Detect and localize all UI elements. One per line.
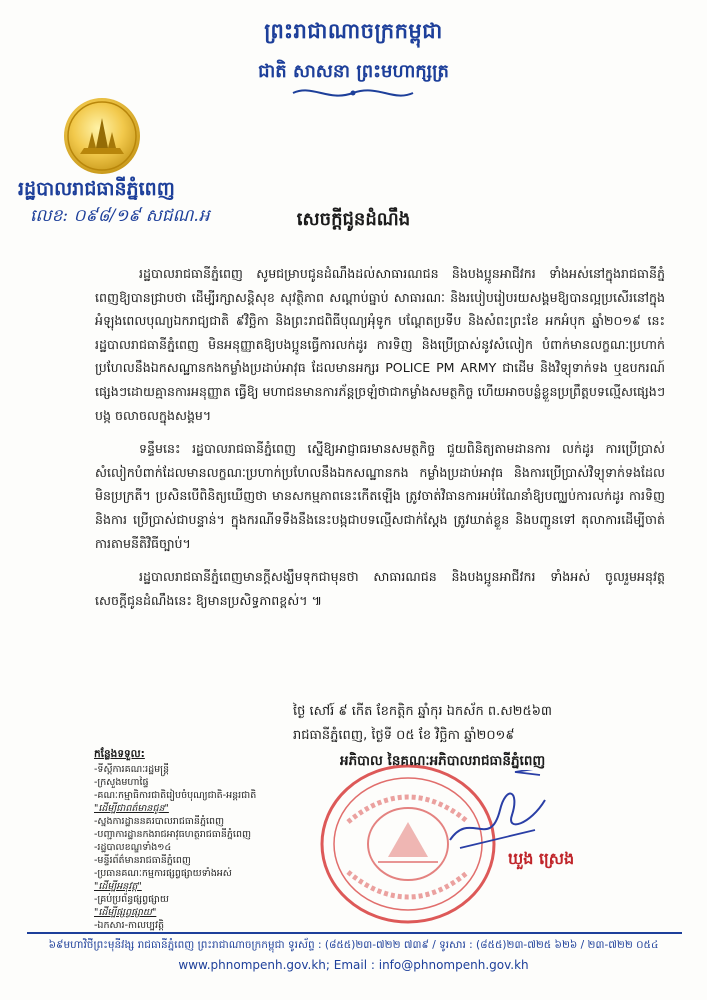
recipients-list <box>94 748 256 932</box>
list-item: -ទីស្តីការគណៈរដ្ឋមន្ត្រី <box>94 764 170 775</box>
list-item: -ប្រធានគណៈកម្មការផ្សព្វផ្សាយទាំងអស់ <box>94 868 232 879</box>
recipients-heading: កន្លែងទទួល: <box>94 748 145 760</box>
list-item: -រដ្ឋបាលខណ្ឌទាំង១៤ <box>94 842 172 853</box>
signer-name: ឃួង ស្រេង <box>508 849 575 868</box>
letterhead <box>0 18 707 86</box>
document-body <box>95 262 665 622</box>
date-block <box>293 700 552 748</box>
list-item: -បញ្ជាការដ្ឋានកងរាជអាវុធហត្ថរាជធានីភ្នំពេញ <box>94 829 252 840</box>
list-item: "ដើម្បីអនុវត្ត" <box>94 881 142 892</box>
list-item: -គណៈកម្មាធិការជាតិរៀបចំបុណ្យជាតិ-អន្តរជាតិ <box>94 790 257 801</box>
list-item: -ឯកសារ-កាលប្បវត្តិ <box>94 920 164 931</box>
ornament-divider <box>288 84 418 102</box>
list-item: "ដើម្បីជាពត៌មានជូន" <box>94 803 169 814</box>
angkor-emblem-icon <box>62 96 142 176</box>
paragraph: ទន្ទឹមនេះ រដ្ឋបាលរាជធានីភ្នំពេញ ស្នើឱ្យអាជ្ញាធរមានសមត្ថកិច្ច ជួយពិនិត្យតាមដានការ លក់ដូរ ការប្រើប្រាស់សំលៀកបំពាក់ដែលមានលក្ខណៈប្រហាក់ប្រហែលនឹងឯកសណ្ឋានកង កម្លាំងប្រដាប់អាវុធ និងការប្រើប្រាស់វិទ្យុទាក់ទងដែលមិនប្រក្រតី។ ប្រសិនបើពិនិត្យឃើញថា មានសកម្មភាពនេះកើតឡើង ត្រូវចាត់វិធានការអប់រំណែនាំឱ្យបញ្ឈប់ការលក់ដូរ ការទិញ និងការ ប្រើប្រាស់ជាបន្ទាន់។ ក្នុងករណីទទឹងនឹងនេះបង្កជាបទល្មើសជាក់ស្តែង ត្រូវឃាត់ខ្លួន និងបញ្ជូនទៅ តុលាការដើម្បីចាត់ការតាមនីតិវិធីច្បាប់។ <box>95 441 665 551</box>
footer-divider <box>27 932 682 934</box>
paragraph: រដ្ឋបាលរាជធានីភ្នំពេញ សូមជម្រាបជូនដំណឹងដល់សាធារណជន និងបងប្អូនអាជីវករ ទាំងអស់នៅក្នុងរាជធានីភ្នំពេញឱ្យបានជ្រាបថា ដើម្បីរក្សាសន្តិសុខ សុវត្ថិភាព សណ្តាប់ធ្នាប់ សាធារណៈ និងរបៀបរៀបរយសង្គមឱ្យបានល្អប្រសើរនៅក្នុងអំឡុងពេលបុណ្យឯករាជ្យជាតិ ៩វិច្ឆិកា និងព្រះរាជពិធីបុណ្យអុំទូក បណ្តែតប្រទីប និងសំពះព្រះខែ អកអំបុក ឆ្នាំ២០១៩ នេះ រដ្ឋបាលរាជធានីភ្នំពេញ មិនអនុញ្ញាតឱ្យបងប្អូនធ្វើការលក់ដូរ ការទិញ និងប្រើប្រាស់នូវសំលៀក បំពាក់មានលក្ខណៈប្រហាក់ប្រហែលនឹងឯកសណ្ឋានកងកម្លាំងប្រដាប់អាវុធ ដែលមានអក្សរ POLICE PM ARMY ជាដើម និងវិទ្យុទាក់ទង ឬឧបករណ៍ផ្សេងៗដោយគ្មានការអនុញ្ញាត ធ្វើឱ្យ មហាជនមានការភ័ន្តច្រឡំថាជាកម្លាំងសមត្ថកិច្ច ហើយអាចបន្លំខ្លួនប្រព្រឹត្តបទល្មើសផ្សេងៗបង្ក ចលាចលក្នុងសង្គម។ <box>95 266 665 423</box>
national-motto: ជាតិ សាសនា ព្រះមហាក្សត្រ <box>258 61 449 82</box>
reference-number: លេខ: ០៩៨/១៩ សជណ.អ <box>30 206 210 226</box>
issuer-name: រដ្ឋបាលរាជធានីភ្នំពេញ <box>18 178 175 200</box>
handwritten-signature <box>440 770 550 860</box>
document-title: សេចក្តីជូនដំណឹង <box>296 209 411 230</box>
footer-address: ៦៩មហាវិថីព្រះមុនីវង្ស រាជធានីភ្នំពេញ ព្រះរាជាណាចក្រកម្ពុជា ទូរស័ព្ទ : (៨៥៥)២៣-៧២២ ៧៣៩ / ទូរសារ : (៨៥៥)២៣-៧២៥ ៦២៦ / ២៣-៧២២ ០៥៤ <box>48 939 659 951</box>
paragraph: រដ្ឋបាលរាជធានីភ្នំពេញមានក្តីសង្ឃឹមទុកជាមុនថា សាធារណជន និងបងប្អូនអាជីវករ ទាំងអស់ ចូលរួមអនុវត្តសេចក្តីជូនដំណឹងនេះ ឱ្យមានប្រសិទ្ធភាពខ្ពស់។ ៕ <box>95 569 665 608</box>
lunar-date: ថ្ងៃ សៅរ៍ ៩ កើត ខែកត្តិក ឆ្នាំកុរ ឯកស័ក ព.ស២៥៦៣ <box>293 704 553 719</box>
signer-title: អភិបាល នៃគណៈអភិបាលរាជធានីភ្នំពេញ <box>340 753 546 769</box>
list-item: -ក្រសួងមហាផ្ទៃ <box>94 777 149 788</box>
list-item: -មន្ទីរព័ត៌មានរាជធានីភ្នំពេញ <box>94 855 191 866</box>
kingdom-title: ព្រះរាជាណាចក្រកម្ពុជា <box>264 18 443 43</box>
list-item: -គ្រប់ប្រព័ន្ធផ្សព្វផ្សាយ <box>94 894 169 905</box>
list-item: -ស្នងការដ្ឋាននគរបាលរាជធានីភ្នំពេញ <box>94 816 225 827</box>
footer-web-email[interactable]: www.phnompenh.gov.kh; Email : info@phnompenh.gov.kh <box>178 958 529 972</box>
list-item: "ដើម្បីផ្សព្វផ្សាយ" <box>94 907 157 918</box>
solar-date: រាជធានីភ្នំពេញ, ថ្ងៃទី ០៥ ខែ វិច្ឆិកា ឆ្នាំ២០១៩ <box>293 728 515 743</box>
